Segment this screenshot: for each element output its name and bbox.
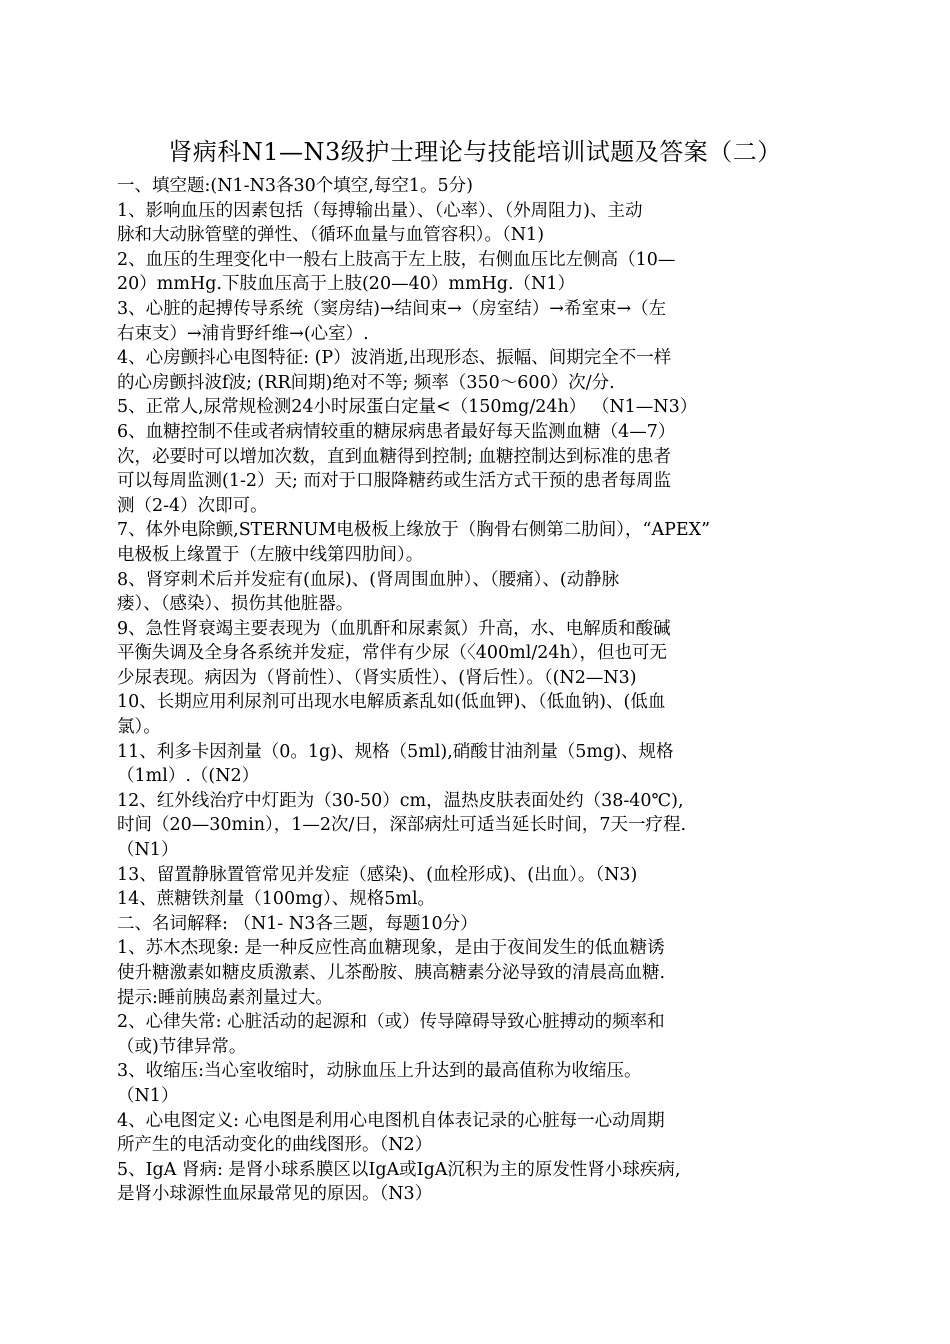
text-line: 5、正常人,尿常规检测24小时尿蛋白定量<（150mg/24h） （N1—N3） (117, 397, 698, 418)
text-line: 1、苏木杰现象: 是一种反应性高血糖现象，是由于夜间发生的低血糖诱 (117, 938, 665, 959)
section-heading-definitions: 二、名词解释: （N1- N3各三题，每题10分） (117, 913, 478, 934)
text-line: 4、心电图定义: 心电图是利用心电图机自体表记录的心脏每一心动周期 (117, 1110, 665, 1131)
text-line: 电极板上缘置于（左腋中线第四肋间）。 (117, 544, 424, 565)
text-line: 少尿表现。病因为（肾前性）、（肾实质性）、(肾后性）。（(N2—N3) (117, 667, 637, 688)
text-line: 3、收缩压:当心室收缩时，动脉血压上升达到的最高值称为收缩压。 (117, 1061, 642, 1082)
text-line: 4、心房颤抖心电图特征: (P）波消逝,出现形态、振幅、间期完全不一样 (117, 348, 672, 369)
text-line: 13、留置静脉置管常见并发症（感染)、(血栓形成)、(出血）。（N3) (117, 864, 638, 885)
text-line: 3、心脏的起搏传导系统（窦房结)→结间束→（房室结）→希室束→（左 (117, 298, 667, 319)
text-line: 5、IgA 肾病: 是肾小球系膜区以IgA或IgA沉积为主的原发性肾小球疾病, (117, 1159, 681, 1180)
text-line: 8、肾穿刺术后并发症有(血尿)、(肾周围血肿）、（腰痛）、(动静脉 (117, 569, 620, 590)
section-heading-fill-in-blanks: 一、填空题:(N1-N3各30个填空,每空1。5分) (117, 176, 473, 196)
text-line: 的心房颤抖波f波; (RR间期)绝对不等; 频率（350～600）次/分. (117, 372, 615, 393)
text-line: 可以每周监测(1-2）天; 而对于口服降糖药或生活方式干预的患者每周监 (117, 471, 671, 492)
text-line: 6、血糖控制不佳或者病情较重的糖尿病患者最好每天监测血糖（4—7） (117, 421, 676, 442)
text-line: 右束支）→浦肯野纤维→(心室）. (117, 323, 369, 344)
text-line: 12、红外线治疗中灯距为（30-50）cm，温热皮肤表面处约（38-40℃), (117, 790, 684, 811)
text-line: 氯）。 (117, 717, 161, 738)
text-line: 时间（20—30min），1—2次/日，深部病灶可适当延长时间，7天一疗程. (117, 815, 687, 836)
text-line: 11、利多卡因剂量（0。1g)、规格（5ml),硝酸甘油剂量（5mg)、规格 (117, 741, 674, 762)
text-line: （或)节律异常。 (117, 1036, 247, 1057)
text-line: 所产生的电活动变化的曲线图形。（N2） (117, 1135, 433, 1156)
text-line: 2、心律失常: 心脏活动的起源和（或）传导障碍导致心脏搏动的频率和 (117, 1012, 665, 1033)
text-line: 提示:睡前胰岛素剂量过大。 (117, 987, 333, 1008)
text-line: 测（2-4）次即可。 (117, 495, 268, 516)
text-line: 1、影响血压的因素包括（每搏输出量）、（心率）、（外周阻力)、主动 (117, 200, 643, 221)
document-body (117, 174, 843, 1207)
text-line: 是肾小球源性血尿最常见的原因。（N3） (117, 1184, 433, 1205)
text-line: 14、蔗糖铁剂量（100mg）、规格5ml。 (117, 889, 436, 910)
text-line: 瘘）、（感染）、损伤其他脏器。 (117, 594, 354, 615)
text-line: 9、急性肾衰竭主要表现为（血肌酐和尿素氮）升高，水、电解质和酸碱 (117, 618, 671, 639)
text-line: 7、体外电除颤,STERNUM电极板上缘放于（胸骨右侧第二肋间），“APEX” (117, 520, 711, 541)
text-line: 2、血压的生理变化中一般右上肢高于左上肢，右侧血压比左侧高（10— (117, 249, 676, 270)
text-line: 10、长期应用利尿剂可出现水电解质紊乱如(低血钾)、（低血钠)、(低血 (117, 692, 666, 713)
text-line: 脉和大动脉管壁的弹性、（循环血量与血管容积）。（N1) (117, 225, 545, 246)
text-line: （N1） (117, 840, 179, 861)
text-line: （1ml）.（(N2） (117, 766, 260, 787)
text-line: （N1） (117, 1085, 179, 1106)
text-line: 平衡失调及全身各系统并发症，常伴有少尿（〈400ml/24h），但也可无 (117, 643, 668, 664)
document-title: 肾病科N1—N3级护士理论与技能培训试题及答案（二） (168, 138, 782, 166)
text-line: 次，必要时可以增加次数，直到血糖得到控制; 血糖控制达到标准的患者 (117, 446, 671, 467)
text-line: 使升糖激素如糖皮质激素、儿茶酚胺、胰高糖素分泌导致的清晨高血糖. (117, 963, 666, 983)
text-line: 20）mmHg.下肢血压高于上肢(20—40）mmHg.（N1） (117, 274, 576, 295)
